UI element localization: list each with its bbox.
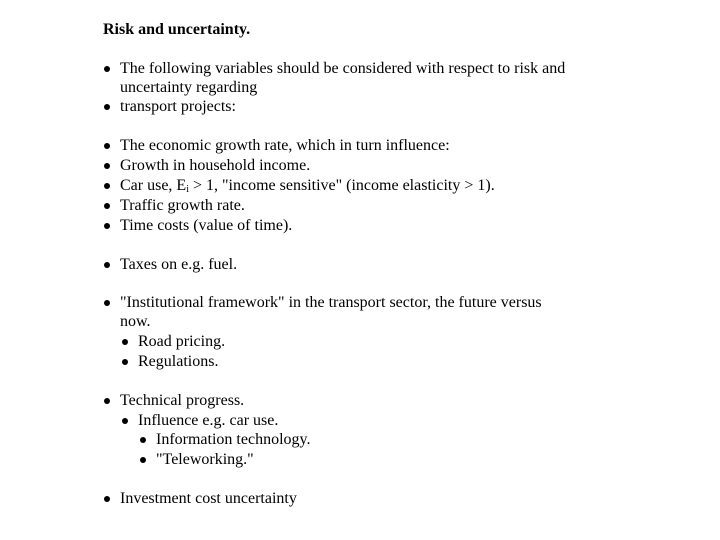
- bullet-dot: [104, 104, 110, 110]
- sub-list-item: Regulations.: [138, 353, 219, 370]
- list-item: The economic growth rate, which in turn influence:: [120, 137, 450, 154]
- bullet-dot: [104, 143, 110, 149]
- bullet-dot: [122, 339, 128, 345]
- list-item: Growth in household income.: [120, 157, 311, 174]
- car-use-text: Car use, E: [120, 177, 187, 194]
- list-item: The following variables should be considered with respect to risk and: [120, 60, 566, 77]
- bullet-dot: [104, 223, 110, 229]
- list-item: transport projects:: [120, 98, 236, 115]
- bullet-dot: [104, 262, 110, 268]
- sub-list-item: Influence e.g. car use.: [138, 412, 279, 429]
- slide-title: Risk and uncertainty.: [103, 21, 251, 38]
- bullet-dot: [104, 183, 110, 189]
- sub-sub-list-item: Information technology.: [156, 431, 311, 448]
- car-use-text-rest: > 1, "income sensitive" (income elasticity > 1).: [188, 177, 495, 194]
- list-item: Traffic growth rate.: [120, 197, 245, 214]
- sub-list-item: Road pricing.: [138, 333, 226, 350]
- bullet-dot: [104, 203, 110, 209]
- list-item: Technical progress.: [120, 392, 245, 409]
- bullet-dot: [140, 457, 146, 463]
- subscript-i: i: [186, 184, 189, 195]
- list-item: "Institutional framework" in the transport sector, the future versus: [120, 294, 542, 311]
- bullet-dot: [140, 437, 146, 443]
- list-item-continuation: now.: [120, 313, 151, 330]
- bullet-dot: [104, 66, 110, 72]
- bullet-dot: [104, 398, 110, 404]
- sub-sub-list-item: "Teleworking.": [156, 451, 254, 468]
- bullet-dot: [104, 496, 110, 502]
- bullet-dot: [104, 300, 110, 306]
- bullet-dot: [122, 359, 128, 365]
- list-item: Investment cost uncertainty: [120, 490, 297, 507]
- bullet-dot: [104, 163, 110, 169]
- bullet-dot: [122, 418, 128, 424]
- list-item: Time costs (value of time).: [120, 217, 293, 234]
- list-item: Taxes on e.g. fuel.: [120, 256, 238, 273]
- list-item-continuation: uncertainty regarding: [120, 79, 258, 96]
